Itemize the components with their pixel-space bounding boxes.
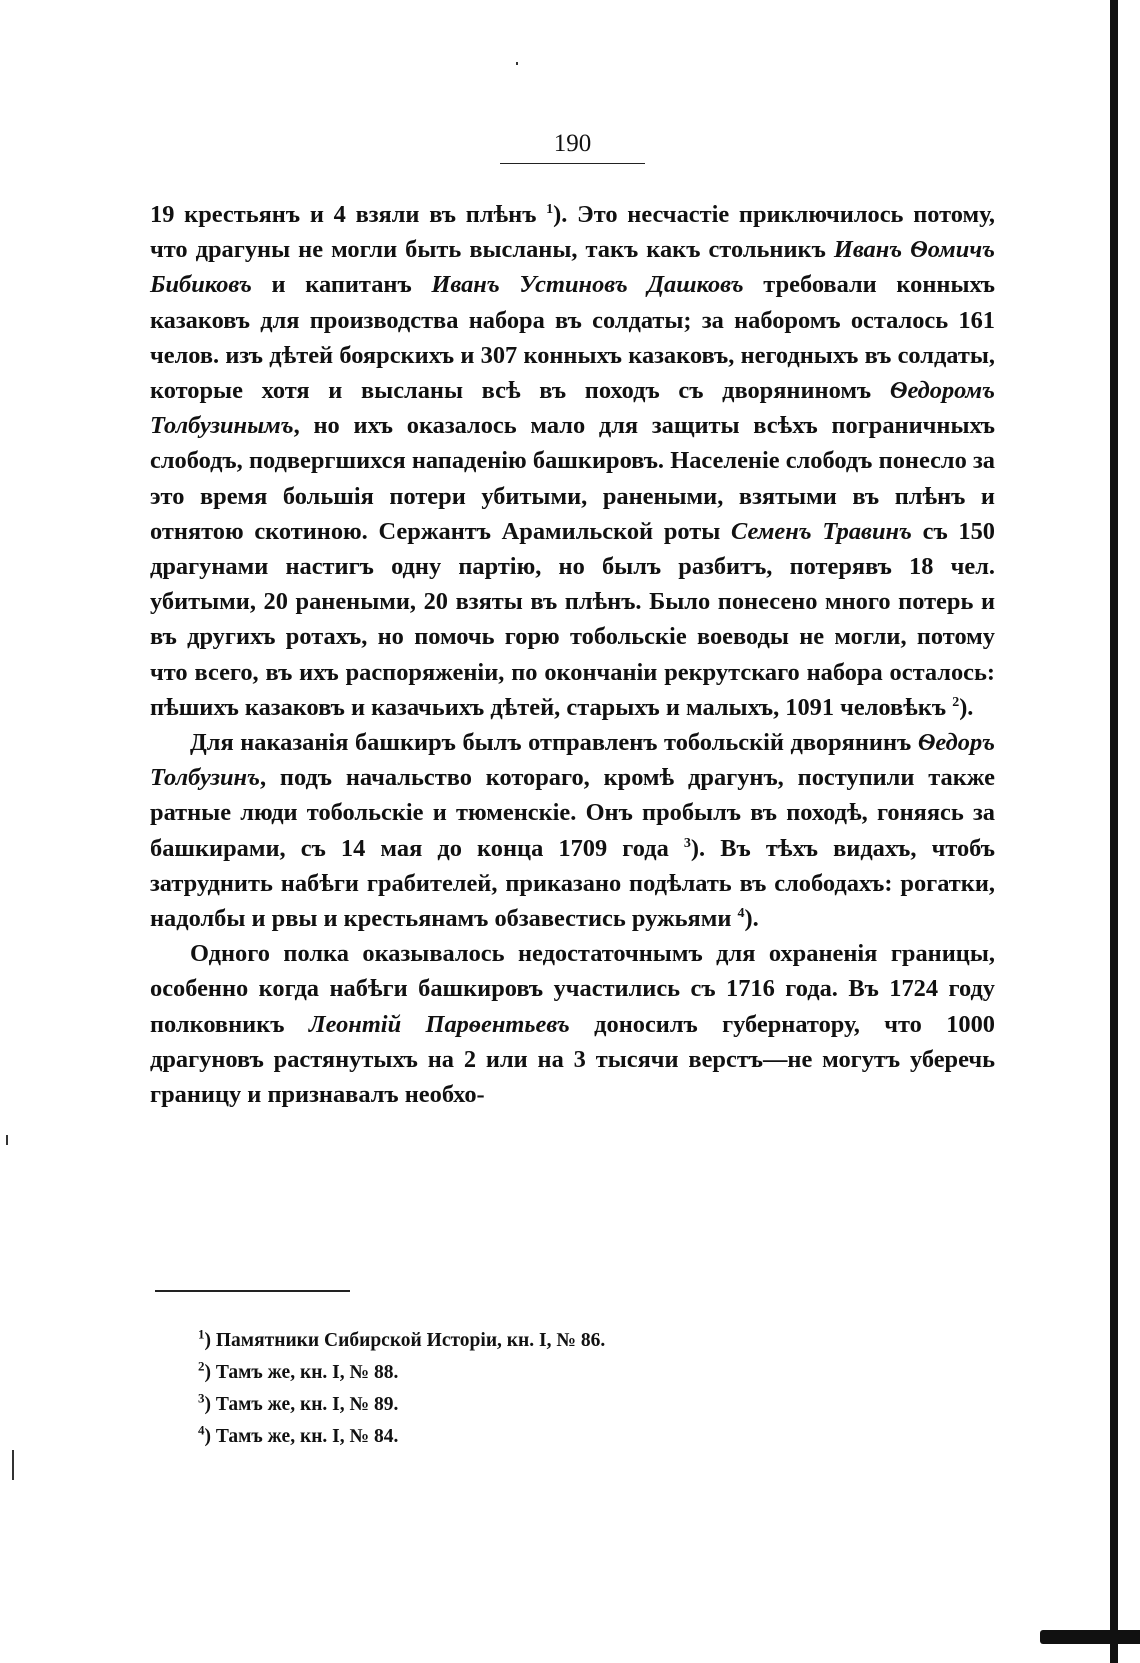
text-run: требовали конныхъ казаковъ для производства набора въ солдаты; за наборомъ осталось 161 челов. изъ дѣтей боярскихъ и 307 конныхъ казаковъ, негодныхъ въ солдаты, которые хотя и высланы всѣ въ походъ съ дворяниномъ xyxy=(150,271,995,405)
paragraph-3 xyxy=(150,936,995,1112)
text-run: , но ихъ оказалось мало для защиты всѣхъ пограничныхъ слободъ, подвергшихся нападенію башкировъ. Населеніе слободъ понесло за это время большія потери убитыми, ранеными, взятыми въ плѣнъ и отнятою скотиною. Сержантъ Арамильской роты xyxy=(150,412,995,545)
scan-corner-shadow xyxy=(1040,1630,1140,1644)
footnote-text: Тамъ же, кн. I, № 89. xyxy=(215,1394,399,1415)
footnote-2: $^2$) Тамъ же, кн. I, № 88. xyxy=(198,1358,399,1383)
page-number-rule xyxy=(500,163,645,164)
paragraph-2 xyxy=(150,725,995,936)
text-run: и капитанъ xyxy=(251,271,432,299)
page-number: 190 xyxy=(553,130,592,157)
footnote-text: Тамъ же, кн. I, № 88. xyxy=(215,1362,399,1383)
footnote-1: $^1$) Памятники Сибирской Исторіи, кн. I, № 86. xyxy=(198,1326,606,1351)
footnote-3: $^3$) Тамъ же, кн. I, № 89. xyxy=(198,1390,399,1415)
scan-speck xyxy=(516,62,518,65)
footnote-mark: 2 xyxy=(198,1358,205,1374)
text-run: съ 150 драгунами настигъ одну партію, но былъ разбитъ, потерявъ 18 чел. убитыми, 20 ранеными, 20 взяты въ плѣнъ. Было понесено много потерь и въ другихъ ротахъ, но помочь горю тобольскіе воеводы не могли, потому что всего, въ ихъ распоряженіи, по окончаніи рекрутскаго набора осталось: пѣшихъ казаковъ и казачьихъ дѣтей, старыхъ и малыхъ, 1091 человѣкъ xyxy=(150,517,996,721)
italic-name: Иванъ Ѳомичъ Бибиковъ xyxy=(150,236,995,299)
scan-page-edge xyxy=(1110,0,1118,1663)
italic-name: Семенъ Травинъ xyxy=(731,517,912,545)
footnotes xyxy=(198,1325,918,1453)
text-run: ). Это несчастіе приключилось потому, что драгуны не могли быть высланы, такъ какъ стольникъ xyxy=(150,201,995,264)
paragraph-1 xyxy=(150,197,995,725)
text-run: 19 крестьянъ и 4 взяли въ плѣнъ xyxy=(150,201,547,228)
text-run: Одного полка оказывалось недостаточнымъ для охраненія границы, особенно когда набѣги башкировъ участились съ 1716 года. Въ 1724 году полковникъ xyxy=(150,940,995,1038)
footnote-separator xyxy=(155,1290,350,1292)
footnote-reference: 2 xyxy=(952,694,960,710)
text-run: ). xyxy=(744,905,759,933)
italic-name: Иванъ Устиновъ Дашковъ xyxy=(431,271,744,299)
footnote-reference: 4 xyxy=(737,905,745,921)
text-run: ). Въ тѣхъ видахъ, чтобъ затруднить набѣги грабителей, приказано подѣлать въ слободахъ: рогатки, надолбы и рвы и крестьянамъ обзавестись ружьями xyxy=(150,834,995,933)
text-run: , подъ начальство котораго, кромѣ драгунъ, поступили также ратные люди тобольскіе и тюменскіе. Онъ пробылъ въ походѣ, гоняясь за башкирами, съ 14 мая до конца 1709 года xyxy=(150,764,995,862)
scan-speck xyxy=(6,1135,8,1145)
footnote-reference: 3 xyxy=(683,835,691,851)
italic-name: Ѳедоромъ Толбузинымъ xyxy=(150,377,995,440)
scan-speck xyxy=(12,1450,14,1480)
footnote-4: $^4$) Тамъ же, кн. I, № 84. xyxy=(198,1422,399,1447)
text-run: Для наказанія башкиръ былъ отправленъ тобольскій дворянинъ xyxy=(190,729,918,757)
footnote-text: Тамъ же, кн. I, № 84. xyxy=(215,1426,399,1447)
text-run: доносилъ губернатору, что 1000 драгуновъ растянутыхъ на 2 или на 3 тысячи верстъ—не могутъ уберечь границу и признавалъ необхо- xyxy=(150,1010,995,1109)
footnote-reference: 1 xyxy=(546,201,554,217)
footnote-mark: 1 xyxy=(198,1326,205,1342)
body-text xyxy=(150,197,995,1112)
text-run: ). xyxy=(959,693,974,721)
footnote-mark: 4 xyxy=(198,1422,205,1438)
italic-name: Леонтій Парѳентьевъ xyxy=(308,1010,570,1038)
footnote-mark: 3 xyxy=(198,1390,205,1406)
footnote-text: Памятники Сибирской Исторіи, кн. I, № 86. xyxy=(215,1330,606,1351)
italic-name: Ѳедоръ Толбузинъ xyxy=(150,729,995,792)
